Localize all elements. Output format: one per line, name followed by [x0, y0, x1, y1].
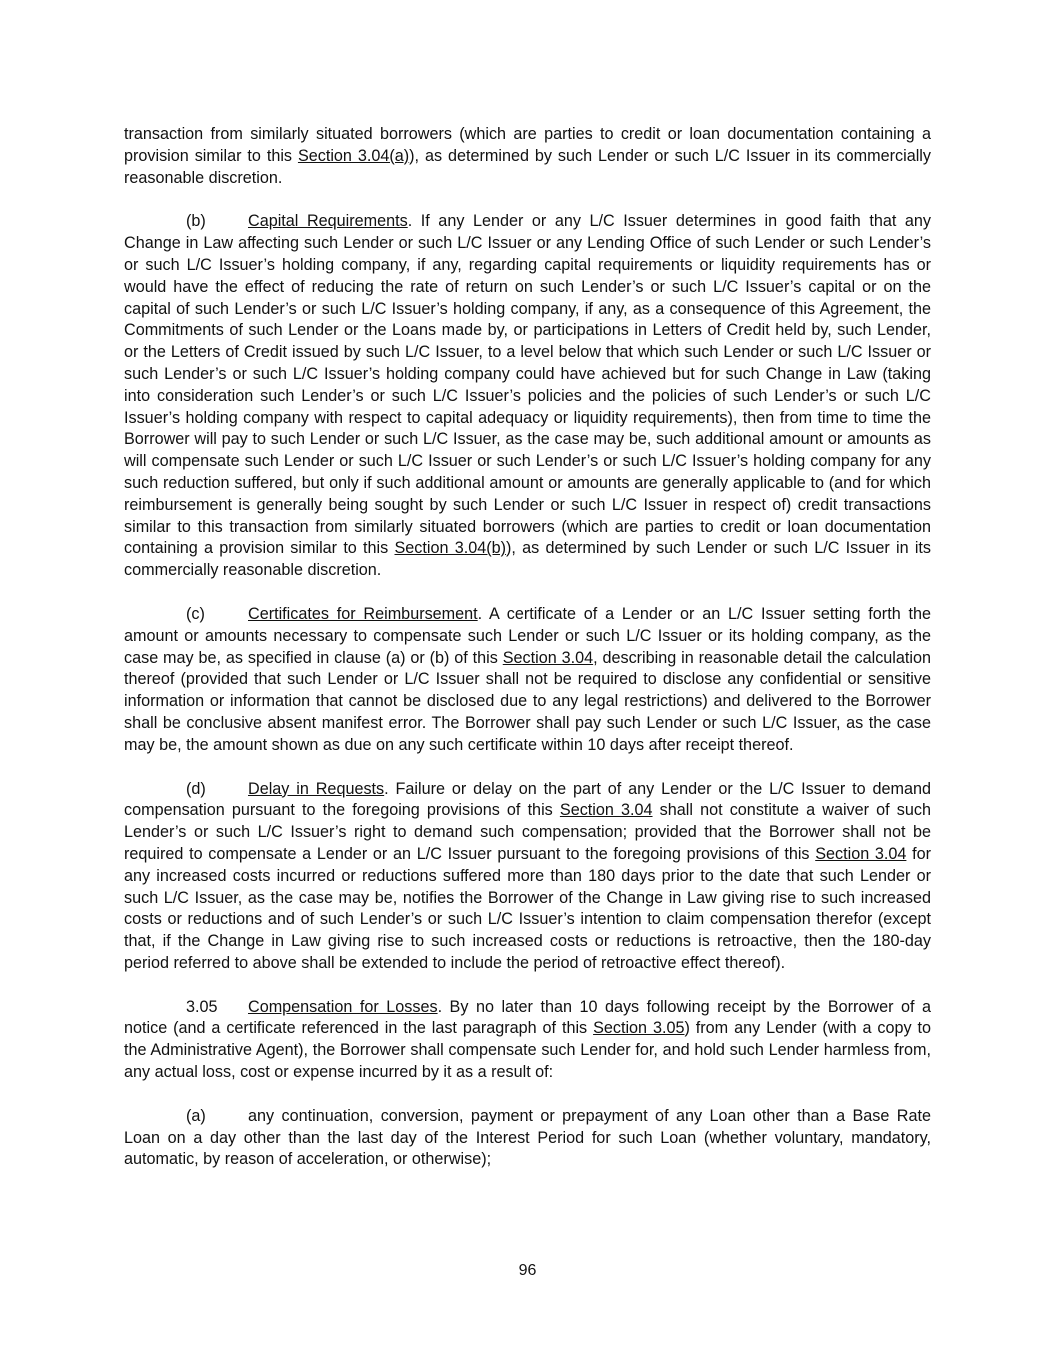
clause-number: (c) [186, 604, 205, 623]
clause-heading: Certificates for Reimbursement [248, 604, 478, 623]
page-number: 96 [518, 1262, 537, 1279]
section-reference: Section 3.04 [559, 801, 653, 820]
clause-heading: Delay in Requests [248, 779, 385, 798]
clause-heading: Capital Requirements [248, 212, 408, 231]
section-reference: Section 3.04(b) [394, 539, 507, 558]
section-reference: Section 3.04 [815, 844, 907, 863]
section-heading: Compensation for Losses [248, 997, 438, 1016]
paragraph-clause-a: (a) any continuation, conversion, payment or prepayment of any Loan other than a Base Rate Loan on a day other than the last day of the Interest Period for such Loan (whether voluntary, mandatory, automatic, by reason of acceleration, or otherwise); [124, 1106, 931, 1169]
paragraph-continuation: transaction from similarly situated borrowers (which are parties to credit or loan documentation containing a provision similar to this Section 3.04(a)), as determined by such Lender or such L/C Issuer in its commercially reasonable discretion. [124, 125, 931, 187]
paragraph-capital-requirements: (b) Capital Requirements. If any Lender or any L/C Issuer determines in good faith that any Change in Law affecting such Lender or such L/C Issuer or any Lending Office of such Lender or such Lender’s or such L/C Issuer’s holding company, if any, regarding capital requirements or liquidity requirements has or would have the effect of reducing the rate of return on such Lender’s or such L/C Issuer’s capital or on the capital of such Lender’s or such L/C Issuer’s holding company, if any, as a consequence of this Agreement, the Commitments of such Lender or the Loans made by, or participations in Letters of Credit held by, such Lender, or the Letters of Credit issued by such L/C Issuer, to a level below that which such Lender or such L/C Issuer or such Lender’s or such L/C Issuer’s holding company could have achieved but for such Change in Law (taking into consideration such Lender’s or such L/C Issuer’s policies and the policies of such Lender’s or such L/C Issuer’s holding company with respect to capital adequacy or liquidity requirements), then from time to time the Borrower will pay to such Lender or such L/C Issuer, as the case may be, such additional amount or amounts as will compensate such Lender or such L/C Issuer or such Lender’s or such L/C Issuer’s holding company for any such reduction suffered, but only if such additional amount or amounts are generally applicable to (and for which reimbursement is generally being sought by such Lender or such L/C Issuer in respect of) credit transactions similar to this transaction from similarly situated borrowers (which are parties to credit or loan documentation containing a provision similar to this Section 3.04(b)), as determined by such Lender or such L/C Issuer in its commercially reasonable discretion. [124, 212, 932, 580]
clause-number: (b) [186, 212, 206, 231]
paragraph-delay-in-requests: (d) Delay in Requests. Failure or delay on the part of any Lender or the L/C Issuer to demand compensation pursuant to the foregoing provisions of this Section 3.04 shall not constitute a waiver of such Lender’s or such L/C Issuer’s right to demand such compensation; provided that the Borrower shall not be required to compensate a Lender or an L/C Issuer pursuant to the foregoing provisions of this Section 3.04 for any increased costs incurred or reductions suffered more than 180 days prior to the date that such Lender or such L/C Issuer, as the case may be, notifies the Borrower of the Change in Law giving rise to such increased costs or reductions and of such Lender’s or such L/C Issuer’s intention to claim compensation therefor (except that, if the Change in Law giving rise to such increased costs or reductions is retroactive, then the 180-day period referred to above shall be extended to include the period of retroactive effect thereof). [124, 779, 931, 972]
section-number: 3.05 [186, 997, 218, 1016]
section-reference: Section 3.04 [502, 648, 594, 667]
clause-number: (d) [186, 779, 206, 798]
paragraph-certificates: (c) Certificates for Reimbursement. A certificate of a Lender or an L/C Issuer setting forth the amount or amounts necessary to compensate such Lender or such L/C Issuer or its holding company, as the case may be, as specified in clause (a) or (b) of this Section 3.04, describing in reasonable detail the calculation thereof (provided that such Lender or L/C Issuer shall not be required to disclose any confidential or sensitive information or information that cannot be disclosed due to any legal restrictions) and delivered to the Borrower shall be conclusive absent manifest error. The Borrower shall pay such Lender or such L/C Issuer, as the case may be, the amount shown as due on any such certificate within 10 days after receipt thereof. [124, 604, 931, 754]
clause-number: (a) [186, 1106, 206, 1125]
section-reference: Section 3.05 [593, 1019, 685, 1038]
document-body [124, 124, 931, 1193]
paragraph-compensation-for-losses: 3.05 Compensation for Losses. By no later than 10 days following receipt by the Borrower of a notice (and a certificate referenced in the last paragraph of this Section 3.05) from any Lender (with a copy to the Administrative Agent), the Borrower shall compensate such Lender for, and hold such Lender harmless from, any actual loss, cost or expense incurred by it as a result of: [124, 997, 932, 1082]
section-reference: Section 3.04(a) [297, 146, 410, 165]
